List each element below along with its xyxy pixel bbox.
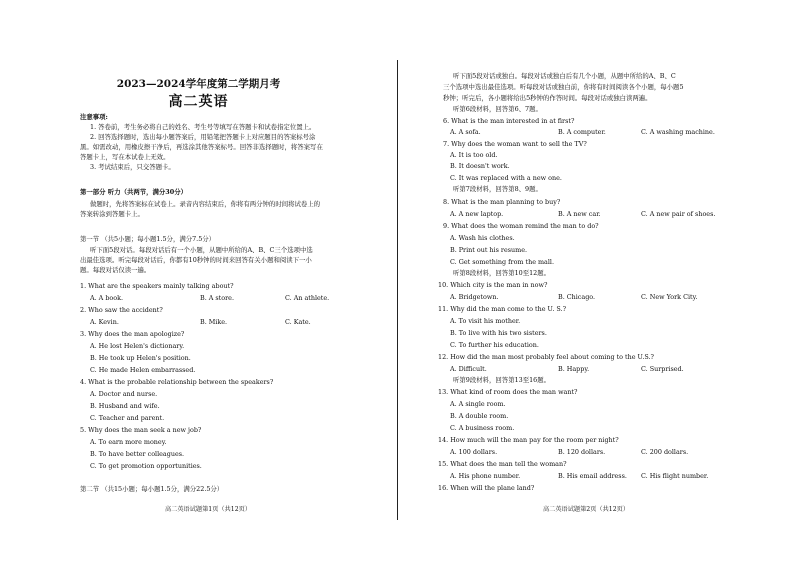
notice-line: 黑。如需改动，用橡皮擦干净后，再选涂其他答案标号。回答非选择题时，将答案写在 bbox=[80, 143, 323, 151]
section2-heading: 第二节 （共15小题；每小题1.5分，满分22.5分） bbox=[80, 485, 224, 493]
notice-line: 3. 考试结束后，只交答题卡。 bbox=[90, 163, 175, 171]
option: A. Doctor and nurse. bbox=[90, 390, 158, 398]
question: 14. How much will the man pay for the room per night? bbox=[438, 436, 619, 444]
question: 5. Why does the man seek a new job? bbox=[80, 426, 202, 434]
question: 13. What kind of room does the man want? bbox=[438, 388, 578, 396]
section1-intro: 出最佳选项。听完每段对话后，你都有10秒钟的时间来回答有关小题和阅读下一小 bbox=[80, 256, 312, 264]
option: C. To further his education. bbox=[450, 341, 539, 349]
question: 3. Why does the man apologize? bbox=[80, 330, 185, 338]
question: 10. Which city is the man in now? bbox=[438, 281, 548, 289]
part1-intro: 答案转涂到答题卡上。 bbox=[80, 210, 144, 218]
material-heading: 听第6段材料，回答第6、7题。 bbox=[453, 105, 542, 113]
material-heading: 听第8段材料，回答第10至12题。 bbox=[453, 269, 551, 277]
option: B. To live with his two sisters. bbox=[450, 329, 547, 337]
option: B. A store. bbox=[200, 294, 234, 302]
page-footer: 高二英语试题第2页（共12页） bbox=[543, 506, 630, 513]
option: A. A single room. bbox=[450, 400, 506, 408]
option: B. Mike. bbox=[200, 318, 228, 326]
option: A. Wash his clothes. bbox=[450, 234, 515, 242]
option: A. His phone number. bbox=[450, 472, 521, 480]
option: B. He took up Helen's position. bbox=[90, 354, 191, 362]
option: A. A book. bbox=[90, 294, 124, 302]
question: 15. What does the man tell the woman? bbox=[438, 460, 567, 468]
question: 9. What does the woman remind the man to do? bbox=[443, 222, 599, 230]
option: B. Husband and wife. bbox=[90, 402, 160, 410]
material-heading: 听第9段材料，回答第13至16题。 bbox=[453, 376, 551, 384]
subject-title: 高二英语 bbox=[168, 94, 229, 110]
option: C. He made Helen embarrassed. bbox=[90, 366, 196, 374]
option: B. Chicago. bbox=[558, 293, 596, 301]
option: C. To get promotion opportunities. bbox=[90, 462, 202, 470]
option: B. To have better colleagues. bbox=[90, 450, 185, 458]
section1-heading: 第一节 （共5小题；每小题1.5分，满分7.5分） bbox=[80, 235, 216, 243]
section2-intro: 秒钟；听完后，各小题将给出5秒钟的作答时间。每段对话或独白读两遍。 bbox=[443, 94, 652, 102]
part1-heading: 第一部分 听力（共两节，满分30分） bbox=[80, 188, 187, 196]
notice-heading: 注意事项: bbox=[80, 113, 108, 121]
question: 7. Why does the woman want to sell the TV? bbox=[443, 140, 587, 148]
option: C. Kate. bbox=[285, 318, 311, 326]
option: B. A new car. bbox=[558, 210, 601, 218]
section2-intro: 三个选项中选出最佳选项。听每段对话或独白前，你将有时间阅读各个小题，每小题5 bbox=[443, 83, 684, 91]
option: B. His email address. bbox=[558, 472, 627, 480]
option: B. Happy. bbox=[558, 365, 590, 373]
part1-intro: 做题时，先将答案标在试卷上。录音内容结束后，你将有两分钟的时间将试卷上的 bbox=[90, 200, 321, 208]
option: C. A new pair of shoes. bbox=[641, 210, 716, 218]
option: B. Print out his resume. bbox=[450, 246, 528, 254]
question: 1. What are the speakers mainly talking about? bbox=[80, 282, 234, 290]
section2-intro: 听下面5段对话或独白。每段对话或独白后有几个小题，从题中所给的A、B、C bbox=[453, 72, 676, 80]
option: C. An athlete. bbox=[285, 294, 330, 302]
option: A. A sofa. bbox=[450, 128, 481, 136]
question: 16. When will the plane land? bbox=[438, 484, 535, 492]
option: A. To earn more money. bbox=[90, 438, 167, 446]
option: B. 120 dollars. bbox=[558, 448, 606, 456]
page-footer: 高二英语试题第1页（共12页） bbox=[165, 506, 252, 513]
option: C. Teacher and parent. bbox=[90, 414, 165, 422]
notice-line: 答题卡上，写在本试卷上无效。 bbox=[80, 153, 170, 161]
option: C. A washing machine. bbox=[641, 128, 715, 136]
option: A. It is too old. bbox=[450, 151, 498, 159]
right-page bbox=[398, 0, 794, 561]
option: A. A new laptop. bbox=[450, 210, 504, 218]
option: A. Kevin. bbox=[90, 318, 119, 326]
material-heading: 听第7段材料，回答第8、9题。 bbox=[453, 185, 542, 193]
option: B. It doesn't work. bbox=[450, 162, 510, 170]
question: 4. What is the probable relationship between the speakers? bbox=[80, 378, 274, 386]
option: C. His flight number. bbox=[641, 472, 709, 480]
question: 8. What is the man planning to buy? bbox=[443, 198, 561, 206]
option: A. Difficult. bbox=[450, 365, 487, 373]
question: 11. Why did the man come to the U. S.? bbox=[438, 305, 567, 313]
exam-title: 2023—2024学年度第二学期月考 bbox=[116, 78, 281, 90]
option: A. To visit his mother. bbox=[450, 317, 521, 325]
section1-intro: 听下面5段对话。每段对话后有一个小题，从题中所给的A、B、C三个选项中选 bbox=[90, 246, 313, 254]
option: C. It was replaced with a new one. bbox=[450, 174, 562, 182]
option: C. New York City. bbox=[641, 293, 698, 301]
option: A. 100 dollars. bbox=[450, 448, 498, 456]
option: B. A double room. bbox=[450, 412, 509, 420]
question: 12. How did the man most probably feel about coming to the U.S.? bbox=[438, 353, 654, 361]
notice-line: 1. 答卷前，考生务必将自己的姓名、考生号等填写在答题卡和试卷指定位置上。 bbox=[90, 123, 316, 131]
option: C. 200 dollars. bbox=[641, 448, 689, 456]
question: 6. What is the man interested in at first? bbox=[443, 117, 575, 125]
option: C. Get something from the mall. bbox=[450, 258, 554, 266]
question: 2. Who saw the accident? bbox=[80, 306, 163, 314]
option: B. A computer. bbox=[558, 128, 606, 136]
option: A. He lost Helen's dictionary. bbox=[90, 342, 185, 350]
section1-intro: 题。每段对话仅读一遍。 bbox=[80, 266, 151, 274]
option: C. Surprised. bbox=[641, 365, 684, 373]
option: C. A business room. bbox=[450, 424, 515, 432]
option: A. Bridgetown. bbox=[450, 293, 499, 301]
notice-line: 2. 回答选择题时，选出每小题答案后，用铅笔把答题卡上对应题目的答案标号涂 bbox=[90, 133, 316, 141]
